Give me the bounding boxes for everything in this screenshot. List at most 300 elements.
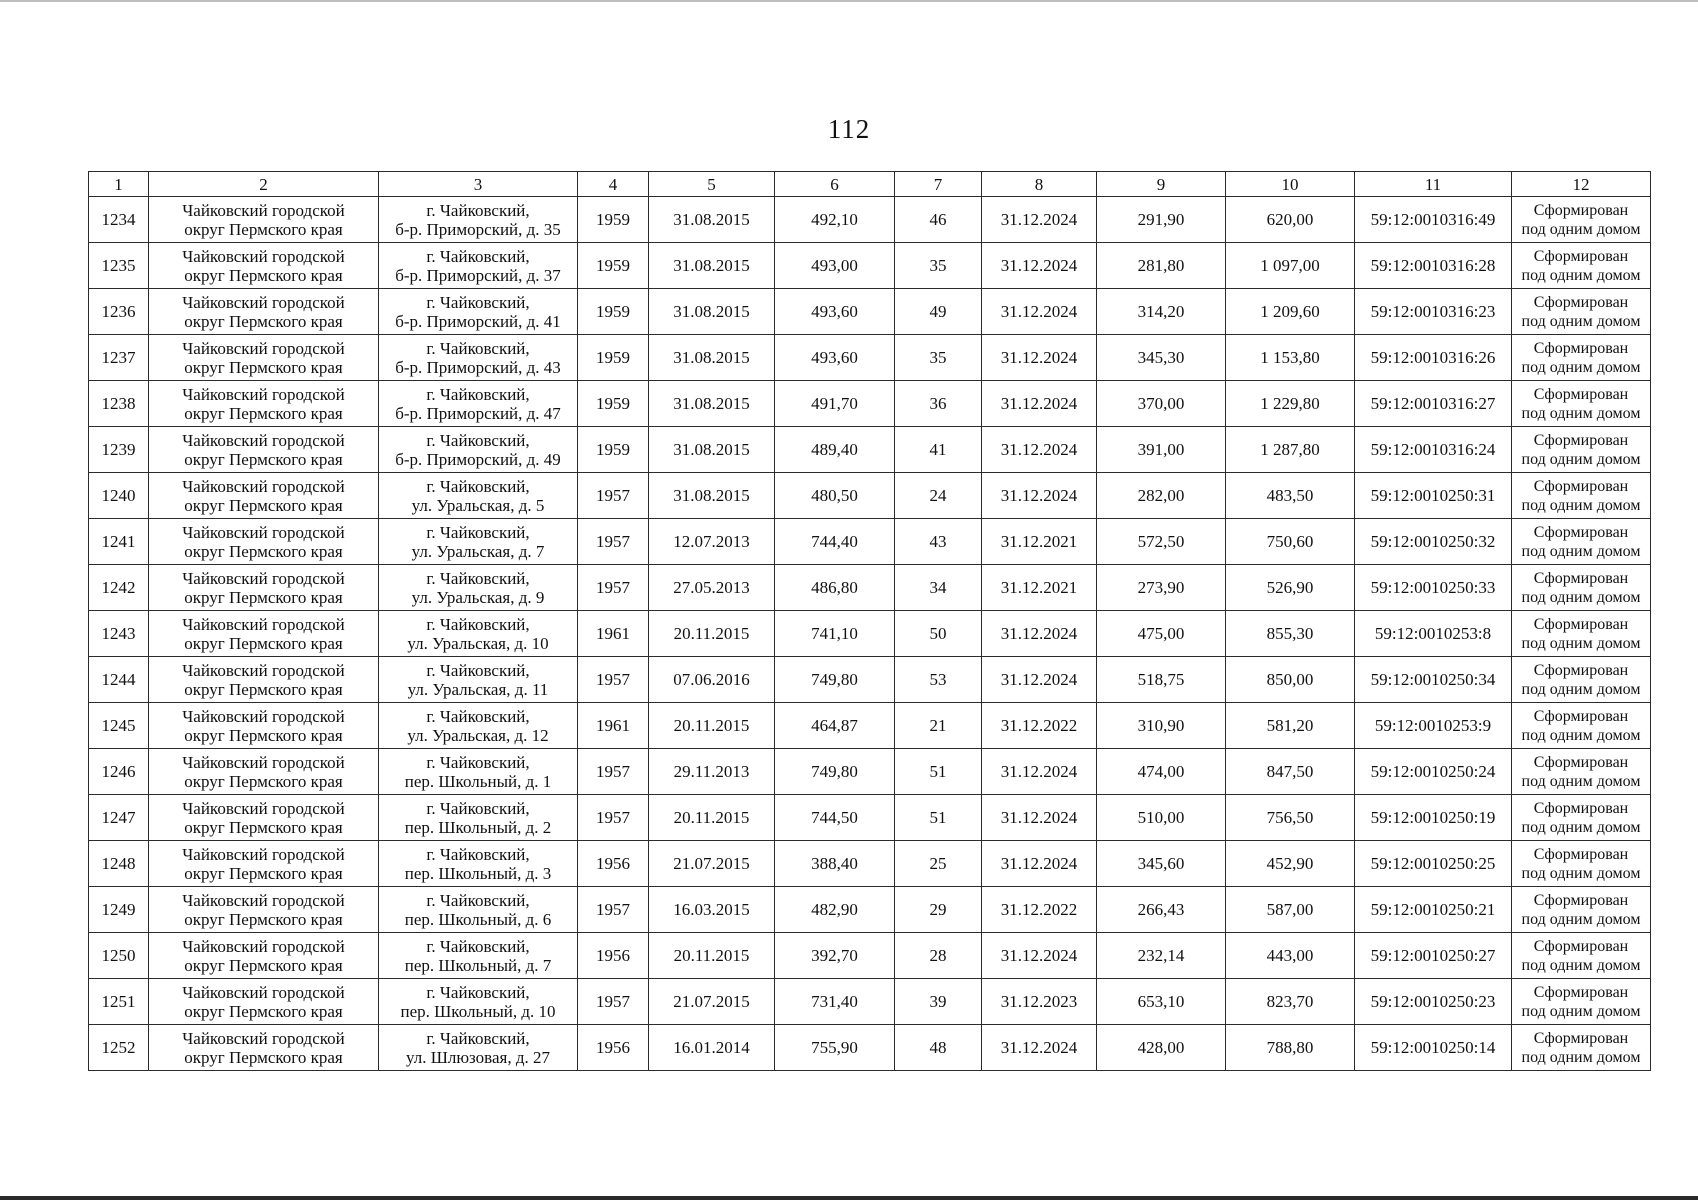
year-cell-value: 1959 (596, 440, 630, 459)
row-number-cell-value: 1249 (101, 900, 136, 919)
municipality-cell-line-2: округ Пермского края (184, 219, 343, 239)
column-header: 1 (89, 172, 149, 197)
scan-bottom-edge (0, 1196, 1698, 1200)
row-number-cell (89, 243, 149, 289)
deadline-cell-value: 31.12.2024 (1000, 1038, 1078, 1057)
date-cell-value: 29.11.2013 (673, 762, 750, 781)
row-number-cell-value: 1251 (101, 992, 136, 1011)
date-cell (649, 703, 775, 749)
col9-cell-value: 345,60 (1137, 854, 1185, 873)
cadastral-number-cell (1355, 197, 1512, 243)
count-cell-value: 25 (929, 854, 947, 873)
row-number-cell (89, 381, 149, 427)
municipality-cell-line-1: Чайковский городской (182, 798, 345, 818)
date-cell (649, 565, 775, 611)
area-cell (775, 565, 895, 611)
municipality-cell (149, 1025, 379, 1071)
year-cell (578, 657, 649, 703)
deadline-cell-value: 31.12.2024 (1000, 854, 1078, 873)
area-cell-value: 480,50 (811, 486, 858, 505)
cadastral-number-cell (1355, 611, 1512, 657)
row-number-cell (89, 841, 149, 887)
date-cell (649, 657, 775, 703)
cadastral-number-cell (1355, 427, 1512, 473)
cadastral-number-cell (1355, 565, 1512, 611)
address-cell-line-1: г. Чайковский, (426, 890, 530, 910)
municipality-cell-line-2: округ Пермского края (184, 1001, 343, 1021)
area-cell-value: 486,80 (811, 578, 858, 597)
municipality-cell (149, 933, 379, 979)
municipality-cell-line-2: округ Пермского края (184, 679, 343, 699)
col9-cell-value: 428,00 (1137, 1038, 1185, 1057)
area-cell (775, 933, 895, 979)
col10-cell-value: 1 209,60 (1260, 302, 1320, 321)
row-number-cell-value: 1239 (101, 440, 136, 459)
col10-cell-value: 483,50 (1266, 486, 1314, 505)
cadastral-number-cell (1355, 703, 1512, 749)
date-cell-value: 21.07.2015 (673, 992, 750, 1011)
count-cell-value: 39 (929, 992, 947, 1011)
col9-cell (1097, 335, 1226, 381)
cadastral-number-cell-value: 59:12:0010250:27 (1370, 946, 1496, 965)
address-cell (379, 841, 578, 887)
date-cell (649, 841, 775, 887)
date-cell-value: 31.08.2015 (673, 394, 750, 413)
municipality-cell-line-2: округ Пермского края (184, 449, 343, 469)
col10-cell-value: 750,60 (1266, 532, 1314, 551)
col10-cell (1226, 841, 1355, 887)
deadline-cell (982, 197, 1097, 243)
municipality-cell-line-1: Чайковский городской (182, 660, 345, 680)
count-cell (895, 703, 982, 749)
municipality-cell (149, 841, 379, 887)
col10-cell (1226, 795, 1355, 841)
deadline-cell-value: 31.12.2024 (1000, 256, 1078, 275)
col9-cell (1097, 197, 1226, 243)
table-row (89, 611, 1651, 657)
municipality-cell-line-2: округ Пермского края (184, 357, 343, 377)
municipality-cell-line-2: округ Пермского края (184, 265, 343, 285)
column-header: 3 (379, 172, 578, 197)
column-header: 11 (1355, 172, 1512, 197)
col9-cell (1097, 887, 1226, 933)
year-cell (578, 335, 649, 381)
municipality-cell-line-1: Чайковский городской (182, 614, 345, 634)
deadline-cell-value: 31.12.2021 (1000, 532, 1078, 551)
address-cell-line-2: б-р. Приморский, д. 49 (395, 449, 561, 469)
land-status-cell (1512, 703, 1651, 749)
deadline-cell (982, 841, 1097, 887)
col9-cell (1097, 427, 1226, 473)
municipality-cell (149, 979, 379, 1025)
municipality-cell (149, 197, 379, 243)
municipality-cell-line-1: Чайковский городской (182, 844, 345, 864)
cadastral-number-cell (1355, 243, 1512, 289)
count-cell-value: 24 (929, 486, 947, 505)
deadline-cell (982, 1025, 1097, 1071)
row-number-cell (89, 427, 149, 473)
municipality-cell (149, 887, 379, 933)
deadline-cell (982, 657, 1097, 703)
area-cell-value: 741,10 (811, 624, 858, 643)
land-status-cell-line-1: Сформирован (1533, 615, 1629, 633)
date-cell (649, 335, 775, 381)
row-number-cell (89, 657, 149, 703)
table-row (89, 197, 1651, 243)
table-row (89, 657, 1651, 703)
land-status-cell (1512, 427, 1651, 473)
count-cell (895, 749, 982, 795)
address-cell-line-1: г. Чайковский, (426, 660, 530, 680)
cadastral-number-cell (1355, 887, 1512, 933)
land-status-cell (1512, 933, 1651, 979)
col9-cell (1097, 749, 1226, 795)
address-cell (379, 979, 578, 1025)
cadastral-number-cell-value: 59:12:0010250:14 (1370, 1038, 1496, 1057)
count-cell (895, 841, 982, 887)
address-cell-line-1: г. Чайковский, (426, 430, 530, 450)
municipality-cell-line-2: округ Пермского края (184, 771, 343, 791)
col9-cell-value: 370,00 (1137, 394, 1185, 413)
address-cell-line-2: ул. Шлюзовая, д. 27 (405, 1047, 550, 1067)
land-status-cell-line-2: под одним домом (1521, 1048, 1641, 1066)
deadline-cell (982, 473, 1097, 519)
land-status-cell (1512, 887, 1651, 933)
address-cell (379, 657, 578, 703)
year-cell-value: 1959 (596, 348, 630, 367)
address-cell-line-2: б-р. Приморский, д. 35 (395, 219, 561, 239)
row-number-cell (89, 335, 149, 381)
count-cell-value: 21 (929, 716, 947, 735)
table-row (89, 749, 1651, 795)
municipality-cell-line-1: Чайковский городской (182, 1028, 345, 1048)
table-body (89, 197, 1651, 1071)
cadastral-number-cell-value: 59:12:0010250:24 (1370, 762, 1496, 781)
municipality-cell-line-1: Чайковский городской (182, 706, 345, 726)
address-cell (379, 565, 578, 611)
col9-cell (1097, 611, 1226, 657)
address-cell (379, 887, 578, 933)
col9-cell (1097, 703, 1226, 749)
year-cell-value: 1957 (596, 532, 630, 551)
land-status-cell (1512, 473, 1651, 519)
deadline-cell-value: 31.12.2024 (1000, 946, 1078, 965)
area-cell (775, 611, 895, 657)
municipality-cell (149, 289, 379, 335)
address-cell-line-2: пер. Школьный, д. 6 (404, 909, 552, 929)
table-row (89, 979, 1651, 1025)
col9-cell-value: 310,90 (1137, 716, 1185, 735)
col9-cell (1097, 519, 1226, 565)
cadastral-number-cell-value: 59:12:0010250:34 (1370, 670, 1496, 689)
col9-cell-value: 232,14 (1137, 946, 1185, 965)
date-cell (649, 611, 775, 657)
col9-cell (1097, 795, 1226, 841)
municipality-cell (149, 657, 379, 703)
col9-cell-value: 266,43 (1137, 900, 1185, 919)
land-status-cell-line-1: Сформирован (1533, 247, 1629, 265)
year-cell (578, 795, 649, 841)
cadastral-number-cell (1355, 749, 1512, 795)
land-status-cell-line-2: под одним домом (1521, 496, 1641, 514)
year-cell (578, 381, 649, 427)
col9-cell-value: 345,30 (1137, 348, 1185, 367)
address-cell-line-1: г. Чайковский, (426, 476, 530, 496)
date-cell-value: 21.07.2015 (673, 854, 750, 873)
deadline-cell-value: 31.12.2024 (1000, 440, 1078, 459)
municipality-cell-line-2: округ Пермского края (184, 495, 343, 515)
year-cell-value: 1956 (596, 854, 630, 873)
municipality-cell-line-2: округ Пермского края (184, 541, 343, 561)
land-status-cell-line-1: Сформирован (1533, 891, 1629, 909)
col9-cell (1097, 979, 1226, 1025)
date-cell-value: 31.08.2015 (673, 348, 750, 367)
area-cell (775, 381, 895, 427)
address-cell-line-2: б-р. Приморский, д. 43 (395, 357, 561, 377)
area-cell (775, 335, 895, 381)
col10-cell-value: 587,00 (1266, 900, 1314, 919)
land-status-cell-line-2: под одним домом (1521, 450, 1641, 468)
column-header: 2 (149, 172, 379, 197)
deadline-cell-value: 31.12.2024 (1000, 302, 1078, 321)
row-number-cell (89, 749, 149, 795)
table-row (89, 335, 1651, 381)
date-cell (649, 473, 775, 519)
col10-cell (1226, 703, 1355, 749)
cadastral-number-cell (1355, 657, 1512, 703)
column-header: 5 (649, 172, 775, 197)
land-status-cell-line-1: Сформирован (1533, 707, 1629, 725)
land-status-cell-line-2: под одним домом (1521, 312, 1641, 330)
land-status-cell-line-2: под одним домом (1521, 1002, 1641, 1020)
deadline-cell-value: 31.12.2024 (1000, 210, 1078, 229)
table-row (89, 933, 1651, 979)
count-cell (895, 979, 982, 1025)
count-cell-value: 35 (929, 348, 947, 367)
row-number-cell-value: 1250 (101, 946, 136, 965)
row-number-cell (89, 473, 149, 519)
address-cell (379, 933, 578, 979)
cadastral-number-cell-value: 59:12:0010250:25 (1370, 854, 1496, 873)
year-cell (578, 749, 649, 795)
row-number-cell-value: 1236 (101, 302, 136, 321)
row-number-cell-value: 1241 (101, 532, 136, 551)
col10-cell (1226, 243, 1355, 289)
count-cell-value: 35 (929, 256, 947, 275)
cadastral-number-cell-value: 59:12:0010316:49 (1370, 210, 1496, 229)
col9-cell-value: 510,00 (1137, 808, 1185, 827)
land-status-cell-line-2: под одним домом (1521, 266, 1641, 284)
col10-cell (1226, 979, 1355, 1025)
cadastral-number-cell (1355, 841, 1512, 887)
date-cell (649, 519, 775, 565)
land-status-cell (1512, 657, 1651, 703)
municipality-cell-line-2: округ Пермского края (184, 955, 343, 975)
col9-cell-value: 281,80 (1137, 256, 1185, 275)
column-number-row (89, 172, 1651, 197)
municipality-cell-line-2: округ Пермского края (184, 863, 343, 883)
cadastral-number-cell-value: 59:12:0010253:8 (1374, 624, 1492, 643)
date-cell-value: 12.07.2013 (673, 532, 750, 551)
count-cell (895, 933, 982, 979)
year-cell-value: 1961 (596, 624, 630, 643)
row-number-cell (89, 565, 149, 611)
deadline-cell (982, 565, 1097, 611)
count-cell-value: 28 (929, 946, 947, 965)
column-header: 10 (1226, 172, 1355, 197)
address-cell-line-2: ул. Уральская, д. 10 (407, 633, 549, 653)
col9-cell-value: 291,90 (1137, 210, 1185, 229)
year-cell-value: 1959 (596, 256, 630, 275)
row-number-cell-value: 1235 (101, 256, 136, 275)
year-cell-value: 1957 (596, 486, 630, 505)
date-cell-value: 20.11.2015 (673, 946, 750, 965)
deadline-cell (982, 289, 1097, 335)
count-cell (895, 519, 982, 565)
row-number-cell-value: 1238 (101, 394, 136, 413)
col9-cell-value: 474,00 (1137, 762, 1185, 781)
col10-cell (1226, 657, 1355, 703)
row-number-cell-value: 1252 (101, 1038, 136, 1057)
area-cell-value: 749,80 (811, 670, 858, 689)
col10-cell (1226, 749, 1355, 795)
date-cell (649, 933, 775, 979)
col10-cell (1226, 335, 1355, 381)
deadline-cell (982, 749, 1097, 795)
municipality-cell (149, 243, 379, 289)
row-number-cell (89, 1025, 149, 1071)
area-cell (775, 289, 895, 335)
date-cell (649, 289, 775, 335)
land-status-cell-line-2: под одним домом (1521, 910, 1641, 928)
land-status-cell (1512, 1025, 1651, 1071)
year-cell-value: 1957 (596, 808, 630, 827)
year-cell-value: 1957 (596, 992, 630, 1011)
municipality-cell (149, 335, 379, 381)
year-cell (578, 289, 649, 335)
col9-cell (1097, 933, 1226, 979)
municipality-cell-line-1: Чайковский городской (182, 246, 345, 266)
land-status-cell (1512, 243, 1651, 289)
cadastral-number-cell-value: 59:12:0010253:9 (1374, 716, 1492, 735)
date-cell (649, 1025, 775, 1071)
col10-cell-value: 581,20 (1266, 716, 1314, 735)
address-cell-line-2: б-р. Приморский, д. 47 (395, 403, 561, 423)
address-cell-line-1: г. Чайковский, (426, 568, 530, 588)
year-cell-value: 1956 (596, 1038, 630, 1057)
address-cell (379, 1025, 578, 1071)
cadastral-number-cell (1355, 1025, 1512, 1071)
count-cell-value: 50 (929, 624, 947, 643)
date-cell-value: 31.08.2015 (673, 302, 750, 321)
year-cell-value: 1957 (596, 670, 630, 689)
row-number-cell-value: 1242 (101, 578, 136, 597)
table-row (89, 473, 1651, 519)
address-cell-line-1: г. Чайковский, (426, 614, 530, 634)
col10-cell-value: 1 097,00 (1260, 256, 1320, 275)
table-row (89, 1025, 1651, 1071)
date-cell (649, 749, 775, 795)
land-status-cell-line-2: под одним домом (1521, 956, 1641, 974)
municipality-cell-line-1: Чайковский городской (182, 476, 345, 496)
deadline-cell (982, 519, 1097, 565)
col10-cell (1226, 519, 1355, 565)
deadline-cell-value: 31.12.2024 (1000, 394, 1078, 413)
area-cell-value: 493,60 (811, 348, 858, 367)
municipality-cell (149, 749, 379, 795)
col10-cell (1226, 473, 1355, 519)
land-status-cell-line-2: под одним домом (1521, 404, 1641, 422)
land-status-cell-line-2: под одним домом (1521, 220, 1641, 238)
table-row (89, 841, 1651, 887)
count-cell (895, 611, 982, 657)
address-cell-line-2: ул. Уральская, д. 12 (407, 725, 549, 745)
land-status-cell-line-1: Сформирован (1533, 293, 1629, 311)
year-cell-value: 1957 (596, 578, 630, 597)
land-status-cell (1512, 381, 1651, 427)
address-cell (379, 473, 578, 519)
land-status-cell (1512, 565, 1651, 611)
address-cell (379, 243, 578, 289)
deadline-cell-value: 31.12.2024 (1000, 486, 1078, 505)
row-number-cell (89, 795, 149, 841)
col9-cell (1097, 657, 1226, 703)
column-header: 12 (1512, 172, 1651, 197)
address-cell-line-2: ул. Уральская, д. 11 (407, 679, 549, 699)
table-row (89, 289, 1651, 335)
count-cell (895, 795, 982, 841)
col10-cell (1226, 933, 1355, 979)
year-cell (578, 841, 649, 887)
col10-cell-value: 1 287,80 (1260, 440, 1320, 459)
municipality-cell-line-1: Чайковский городской (182, 522, 345, 542)
address-cell (379, 519, 578, 565)
count-cell (895, 1025, 982, 1071)
deadline-cell (982, 381, 1097, 427)
count-cell-value: 41 (929, 440, 947, 459)
row-number-cell-value: 1234 (101, 210, 136, 229)
deadline-cell-value: 31.12.2024 (1000, 348, 1078, 367)
area-cell (775, 473, 895, 519)
area-cell-value: 482,90 (811, 900, 858, 919)
land-status-cell-line-2: под одним домом (1521, 818, 1641, 836)
date-cell (649, 887, 775, 933)
count-cell-value: 36 (929, 394, 947, 413)
date-cell-value: 07.06.2016 (673, 670, 750, 689)
area-cell-value: 492,10 (811, 210, 858, 229)
count-cell (895, 657, 982, 703)
land-status-cell-line-1: Сформирован (1533, 661, 1629, 679)
col9-cell-value: 282,00 (1137, 486, 1185, 505)
count-cell (895, 197, 982, 243)
row-number-cell-value: 1245 (101, 716, 136, 735)
cadastral-number-cell-value: 59:12:0010316:24 (1370, 440, 1496, 459)
col10-cell (1226, 1025, 1355, 1071)
col9-cell (1097, 243, 1226, 289)
col10-cell-value: 788,80 (1266, 1038, 1314, 1057)
col9-cell-value: 518,75 (1137, 670, 1185, 689)
municipality-cell (149, 427, 379, 473)
cadastral-number-cell (1355, 933, 1512, 979)
date-cell-value: 27.05.2013 (673, 578, 750, 597)
land-status-cell (1512, 795, 1651, 841)
row-number-cell (89, 703, 149, 749)
area-cell (775, 887, 895, 933)
housing-register-table (88, 171, 1651, 1071)
municipality-cell-line-2: округ Пермского края (184, 403, 343, 423)
col9-cell (1097, 1025, 1226, 1071)
year-cell-value: 1957 (596, 900, 630, 919)
